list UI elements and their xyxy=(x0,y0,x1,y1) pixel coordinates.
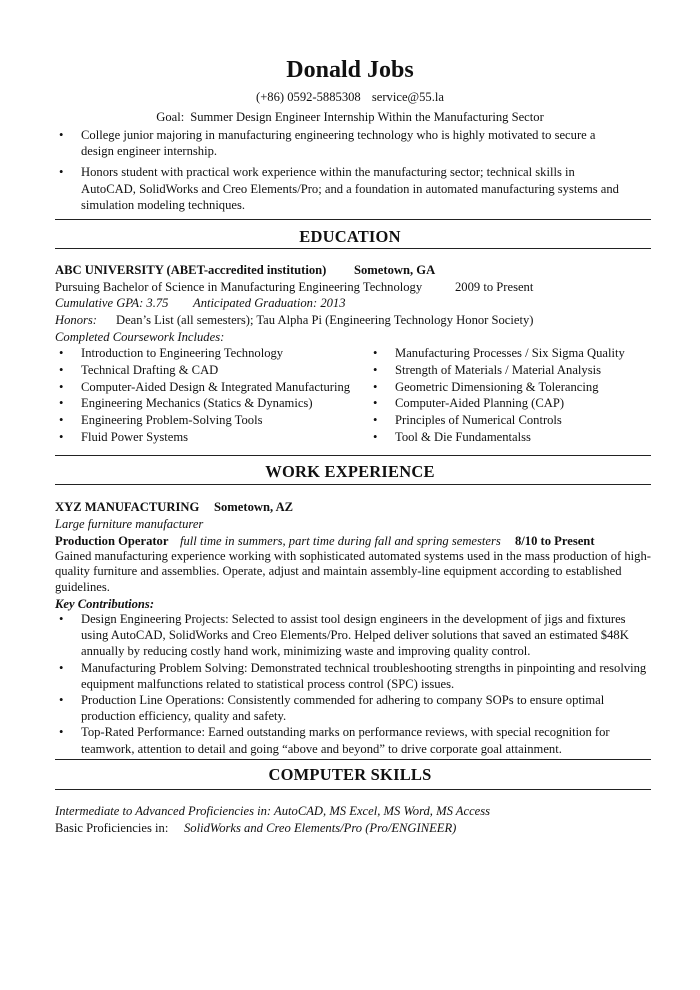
list-item: • College junior majoring in manufacturing engineering technology who is highly motivated to secure a design engineer internship. xyxy=(55,127,625,159)
list-item: • Tool & Die Fundamentalss xyxy=(369,429,659,446)
goal-text: Summer Design Engineer Internship Within the Manufacturing Sector xyxy=(190,110,544,124)
job-description: Gained manufacturing experience working with sophisticated automated systems used in the mass production of high-quality furniture and assemblies. Operate, adjust and maintain assembly-line equipment according to established guidelines. xyxy=(55,549,651,594)
list-item: • Manufacturing Problem Solving: Demonstrated technical troubleshooting strengths in pinpointing and resolving equipment malfunctions related to statistical process control (SPC) issues. xyxy=(55,660,655,692)
skills-heading: COMPUTER SKILLS xyxy=(268,765,432,784)
job-title: Production Operator xyxy=(55,534,169,548)
contributions-list xyxy=(55,611,655,757)
summary-list xyxy=(55,127,625,218)
advanced-skills: Intermediate to Advanced Proficiencies in: AutoCAD, MS Excel, MS Word, MS Access xyxy=(55,804,491,818)
section-divider xyxy=(55,219,651,220)
section-divider xyxy=(55,484,651,485)
honors-label: Honors: xyxy=(55,313,97,327)
list-item: • Production Line Operations: Consistently commended for adhering to company SOPs to ensure optimal production efficiency, quality and safety. xyxy=(55,692,655,724)
list-item: • Fluid Power Systems xyxy=(55,429,355,446)
degree-dates: 2009 to Present xyxy=(455,280,534,294)
section-divider xyxy=(55,455,651,456)
contact-line xyxy=(0,89,700,105)
school-name: ABC UNIVERSITY (ABET-accredited institution) xyxy=(55,263,327,277)
company-description: Large furniture manufacturer xyxy=(55,517,204,531)
list-item: • Design Engineering Projects: Selected to assist tool design engineers in the development of jigs and fixtures using AutoCAD, SolidWorks and Creo Elements/Pro. Helped deliver solutions that saved an estimated $48K annually by reducing costly hand work, minimizing waste and improving quality control. xyxy=(55,611,655,660)
section-divider xyxy=(55,759,651,760)
phone-number: (+86) 0592-5885308 xyxy=(256,90,361,104)
list-item: • Computer-Aided Planning (CAP) xyxy=(369,395,659,412)
goal-line xyxy=(0,109,700,125)
basic-skills: SolidWorks and Creo Elements/Pro (Pro/ENGINEER) xyxy=(184,821,457,835)
goal-label: Goal: xyxy=(156,110,185,124)
section-divider xyxy=(55,789,651,790)
list-item: • Computer-Aided Design & Integrated Manufacturing xyxy=(55,379,355,396)
email-address: service@55.la xyxy=(371,90,444,104)
work-heading: WORK EXPERIENCE xyxy=(265,462,435,481)
candidate-name: Donald Jobs xyxy=(286,57,414,83)
company-name: XYZ MANUFACTURING xyxy=(55,500,200,514)
list-item: • Manufacturing Processes / Six Sigma Quality xyxy=(369,345,659,362)
coursework-label: Completed Coursework Includes: xyxy=(55,330,225,344)
company-location: Sometown, AZ xyxy=(214,500,294,514)
section-divider xyxy=(55,248,651,249)
honors-text: Dean’s List (all semesters); Tau Alpha Pi (Engineering Technology Honor Society) xyxy=(116,313,534,327)
courses-left-list xyxy=(55,345,355,446)
list-item: • Strength of Materials / Material Analysis xyxy=(369,362,659,379)
courses-right-list xyxy=(369,345,659,446)
contributions-label: Key Contributions: xyxy=(55,597,155,611)
degree: Pursuing Bachelor of Science in Manufacturing Engineering Technology xyxy=(55,280,423,294)
school-location: Sometown, GA xyxy=(354,263,436,277)
list-item: • Engineering Problem-Solving Tools xyxy=(55,412,355,429)
graduation-date: Anticipated Graduation: 2013 xyxy=(193,296,346,310)
list-item: • Principles of Numerical Controls xyxy=(369,412,659,429)
gpa: Cumulative GPA: 3.75 xyxy=(55,296,169,310)
basic-skills-label: Basic Proficiencies in: xyxy=(55,821,169,835)
education-heading: EDUCATION xyxy=(299,227,401,246)
list-item: • Engineering Mechanics (Statics & Dynamics) xyxy=(55,395,355,412)
job-dates: 8/10 to Present xyxy=(515,534,595,548)
list-item: • Introduction to Engineering Technology xyxy=(55,345,355,362)
list-item: • Honors student with practical work experience within the manufacturing sector; technical skills in AutoCAD, SolidWorks and Creo Elements/Pro; and a foundation in automated manufacturing systems and simulation modeling techniques. xyxy=(55,164,625,213)
list-item: • Top-Rated Performance: Earned outstanding marks on performance reviews, with special recognition for teamwork, attention to detail and going “above and beyond” to drive corporate goal attainment. xyxy=(55,724,655,756)
job-schedule: full time in summers, part time during fall and spring semesters xyxy=(180,534,501,548)
list-item: • Technical Drafting & CAD xyxy=(55,362,355,379)
list-item: • Geometric Dimensioning & Tolerancing xyxy=(369,379,659,396)
